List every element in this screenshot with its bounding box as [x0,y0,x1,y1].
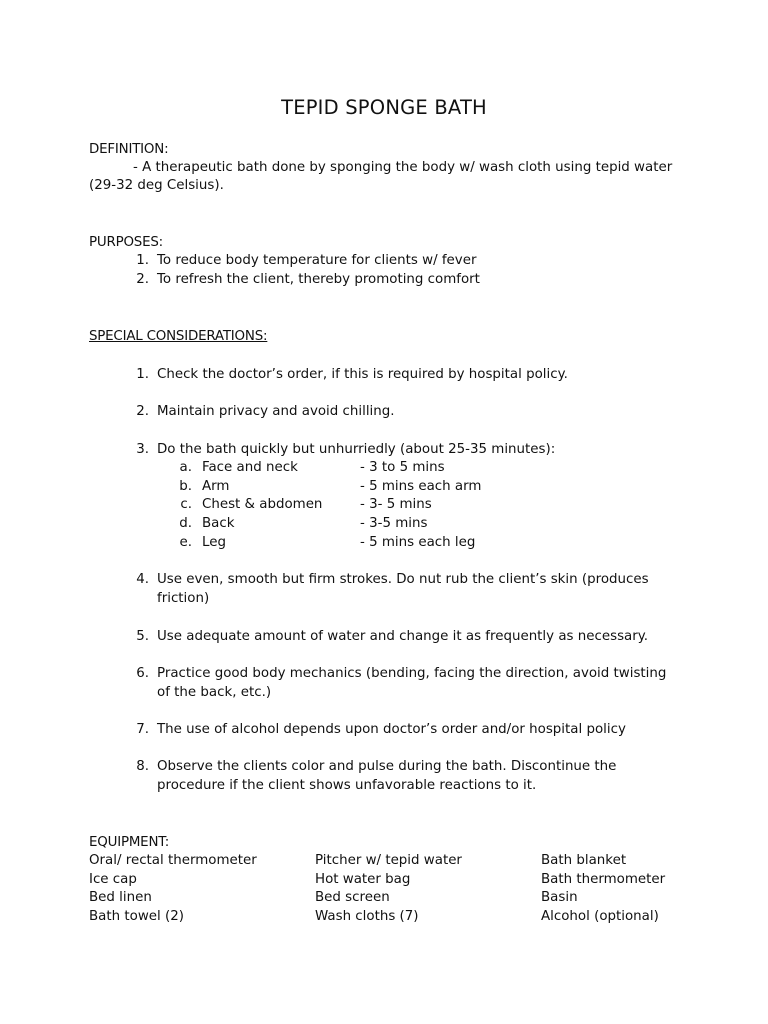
consideration-number-1: 1. [136,367,149,382]
equipment-item: Alcohol (optional) [541,909,659,924]
equipment-item: Bath towel (2) [89,909,184,924]
subitem-letter-b: b. [179,479,192,494]
subitem-letter-a: a. [179,460,192,475]
consideration-number-3: 3. [136,442,149,457]
subitem-letter-c: c. [180,497,192,512]
subitem-time-b: - 5 mins each arm [360,479,482,494]
consideration-item-8-line-1: Observe the clients color and pulse during the bath. Discontinue the [157,759,617,774]
subitem-letter-e: e. [179,535,192,550]
equipment-item: Hot water bag [315,872,411,887]
definition-line-2: (29-32 deg Celsius). [89,178,224,193]
equipment-item: Ice cap [89,872,137,887]
document-title: TEPID SPONGE BATH [281,96,487,119]
definition-line-1: - A therapeutic bath done by sponging the body w/ wash cloth using tepid water [133,160,673,175]
subitem-time-d: - 3-5 mins [360,516,428,531]
consideration-item-7: The use of alcohol depends upon doctor’s order and/or hospital policy [157,722,626,737]
purpose-item-2: To refresh the client, thereby promoting comfort [157,272,480,287]
definition-heading: DEFINITION: [89,142,169,157]
equipment-item: Pitcher w/ tepid water [315,853,462,868]
special-considerations-heading: SPECIAL CONSIDERATIONS: [89,329,268,344]
equipment-item: Bath thermometer [541,872,666,887]
consideration-item-6-line-1: Practice good body mechanics (bending, facing the direction, avoid twisting [157,666,667,681]
subitem-time-c: - 3- 5 mins [360,497,432,512]
subitem-time-e: - 5 mins each leg [360,535,476,550]
equipment-item: Oral/ rectal thermometer [89,853,257,868]
purpose-item-1: To reduce body temperature for clients w/ fever [157,253,477,268]
equipment-item: Wash cloths (7) [315,909,419,924]
consideration-number-6: 6. [136,666,149,681]
consideration-item-4-line-1: Use even, smooth but firm strokes. Do nut rub the client’s skin (produces [157,572,649,587]
subitem-letter-d: d. [179,516,192,531]
consideration-number-7: 7. [136,722,149,737]
consideration-item-6-line-2: of the back, etc.) [157,685,272,700]
purpose-number-1: 1. [136,253,149,268]
equipment-item: Bed screen [315,890,390,905]
consideration-item-4-line-2: friction) [157,591,210,606]
equipment-item: Bath blanket [541,853,627,868]
equipment-item: Bed linen [89,890,152,905]
purpose-number-2: 2. [136,272,149,287]
consideration-item-3: Do the bath quickly but unhurriedly (about 25-35 minutes): [157,442,556,457]
subitem-time-a: - 3 to 5 mins [360,460,445,475]
equipment-item: Basin [541,890,578,905]
consideration-number-2: 2. [136,404,149,419]
consideration-item-8-line-2: procedure if the client shows unfavorable reactions to it. [157,778,537,793]
consideration-item-5: Use adequate amount of water and change it as frequently as necessary. [157,629,649,644]
consideration-number-4: 4. [136,572,149,587]
subitem-part-c: Chest & abdomen [202,497,323,512]
subitem-part-e: Leg [202,535,226,550]
purposes-heading: PURPOSES: [89,235,163,250]
subitem-part-b: Arm [202,479,230,494]
subitem-part-d: Back [202,516,235,531]
consideration-number-8: 8. [136,759,149,774]
consideration-item-1: Check the doctor’s order, if this is required by hospital policy. [157,367,568,382]
consideration-item-2: Maintain privacy and avoid chilling. [157,404,395,419]
equipment-heading: EQUIPMENT: [89,835,170,850]
consideration-number-5: 5. [136,629,149,644]
subitem-part-a: Face and neck [202,460,298,475]
